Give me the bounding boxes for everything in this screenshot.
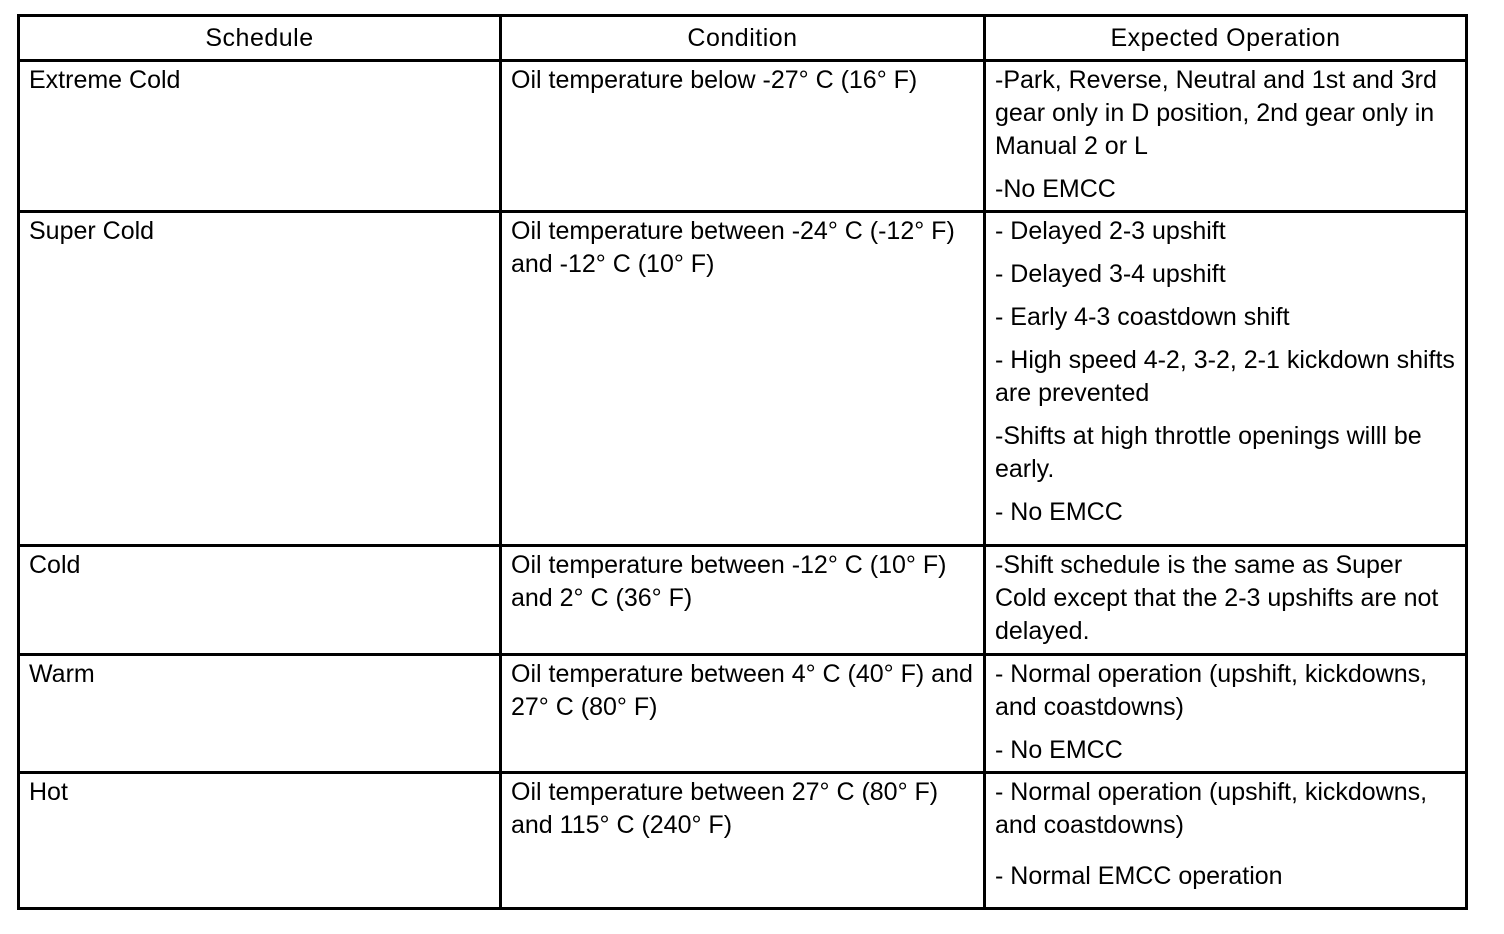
schedule-cell: Warm (19, 655, 501, 773)
operation-line: - Normal operation (upshift, kickdowns, and coastdowns) (995, 778, 1428, 839)
operation-cell (985, 773, 1467, 909)
operation-line: - No EMCC (995, 498, 1123, 526)
header-condition: Condition (501, 16, 985, 61)
condition-cell: Oil temperature between -24° C (-12° F) and -12° C (10° F) (501, 212, 985, 546)
operation-line: - Normal EMCC operation (995, 862, 1283, 890)
operation-line: - Normal operation (upshift, kickdowns, and coastdowns) (995, 660, 1428, 721)
operation-line: -Park, Reverse, Neutral and 1st and 3rd gear only in D position, 2nd gear only in Manual 2 or L (995, 66, 1437, 160)
operation-cell (985, 546, 1467, 655)
schedule-cell: Cold (19, 546, 501, 655)
operation-cell (985, 212, 1467, 546)
shift-schedule-table (17, 14, 1468, 910)
condition-cell: Oil temperature below -27° C (16° F) (501, 61, 985, 212)
header-row (19, 16, 1467, 61)
operation-line: - Delayed 3-4 upshift (995, 260, 1226, 288)
operation-cell (985, 655, 1467, 773)
table-row (19, 546, 1467, 655)
operation-line: -Shifts at high throttle openings willl be early. (995, 422, 1422, 483)
table-row (19, 212, 1467, 546)
schedule-cell: Hot (19, 773, 501, 909)
header-schedule: Schedule (19, 16, 501, 61)
operation-line: - No EMCC (995, 736, 1123, 764)
operation-line: - Early 4-3 coastdown shift (995, 303, 1290, 331)
condition-cell: Oil temperature between -12° C (10° F) and 2° C (36° F) (501, 546, 985, 655)
table-row (19, 61, 1467, 212)
header-expected-operation: Expected Operation (985, 16, 1467, 61)
schedule-cell: Extreme Cold (19, 61, 501, 212)
table-row (19, 773, 1467, 909)
schedule-cell: Super Cold (19, 212, 501, 546)
condition-cell: Oil temperature between 27° C (80° F) and 115° C (240° F) (501, 773, 985, 909)
operation-line: -No EMCC (995, 175, 1116, 203)
condition-cell: Oil temperature between 4° C (40° F) and 27° C (80° F) (501, 655, 985, 773)
operation-line: - High speed 4-2, 3-2, 2-1 kickdown shifts are prevented (995, 346, 1455, 407)
operation-cell (985, 61, 1467, 212)
operation-line: -Shift schedule is the same as Super Cold except that the 2-3 upshifts are not delayed. (995, 551, 1439, 645)
table-row (19, 655, 1467, 773)
operation-line: - Delayed 2-3 upshift (995, 217, 1226, 245)
